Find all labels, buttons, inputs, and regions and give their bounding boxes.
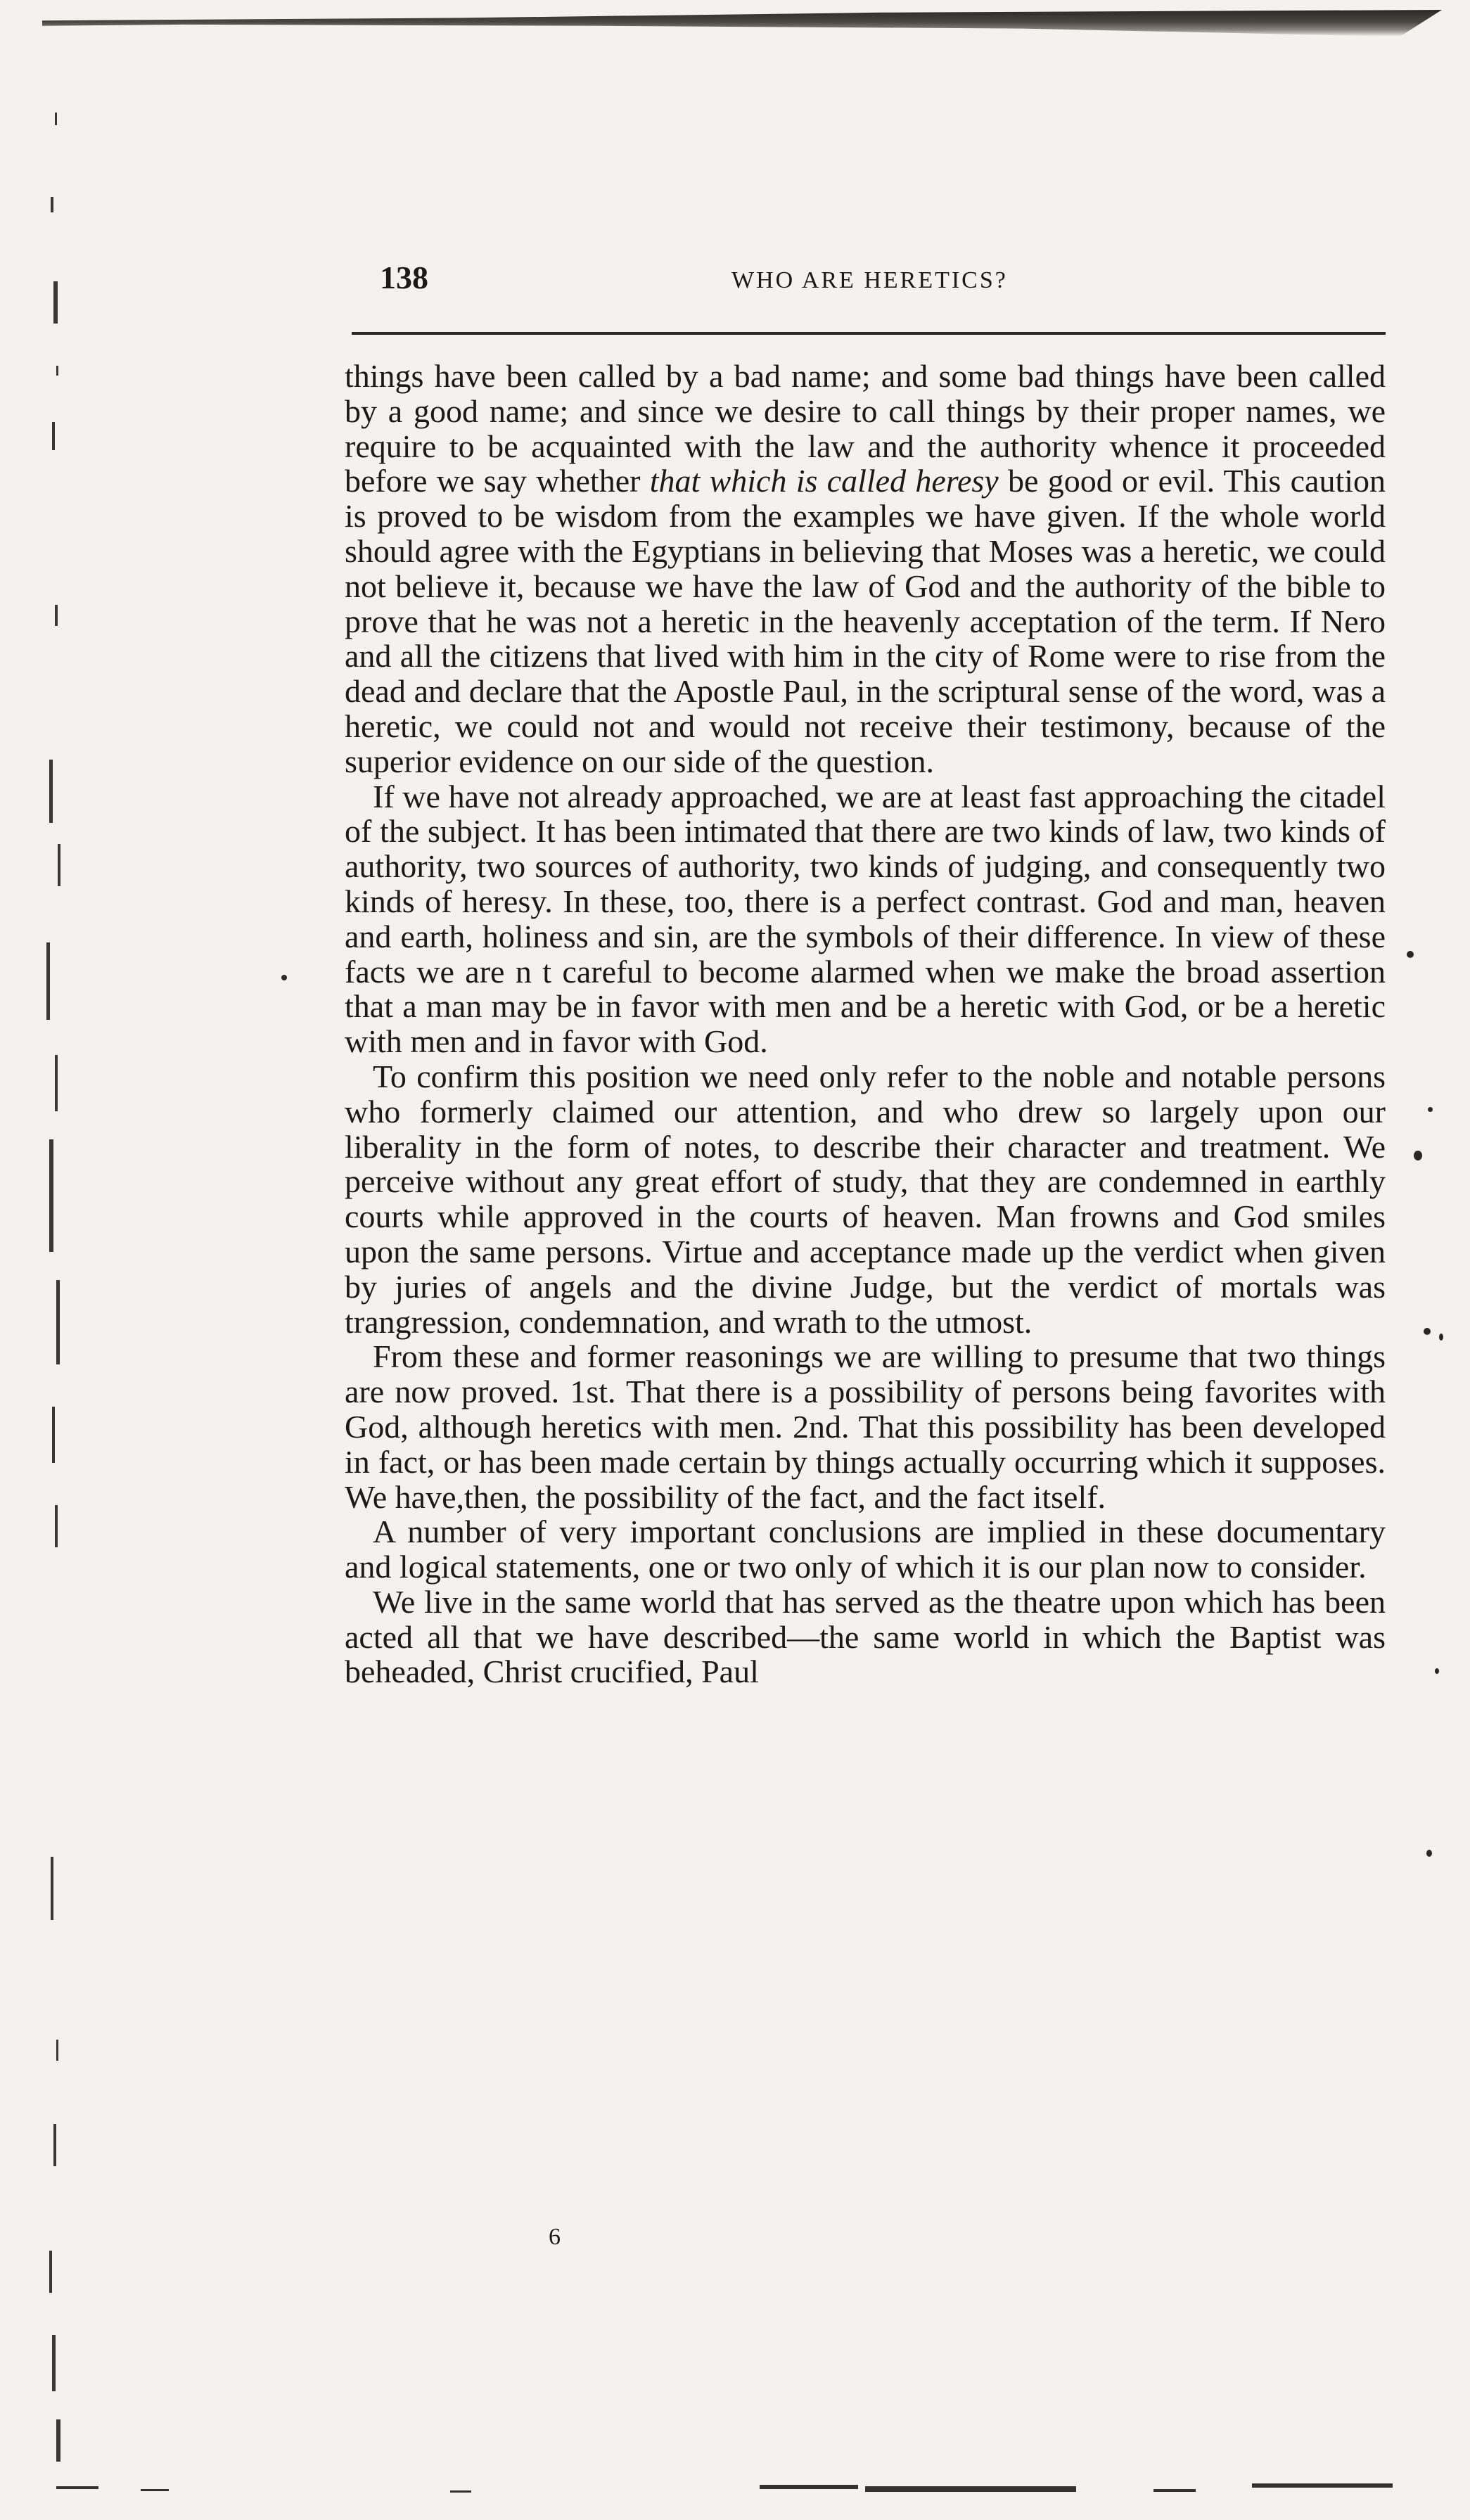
paragraph-1-text-b: be good or evil. This caution is proved to be wisdom from the examples we have given. If the whole world should agree with the Egyptians in believing that Moses was a heretic, we could not believe it, because we have the law of God and the authority of the bible to prove that he was not a heretic in the heavenly acceptation of the term. If Nero and all the citizens that lived with him in the city of Rome were to rise from the dead and declare that the Apostle Paul, in the scriptural sense of the word, was a heretic, we could not and would not receive their testimony, because of the superior evidence on our side of the question. xyxy=(345,463,1386,779)
paragraph-1-italic: that which is called heresy xyxy=(649,463,999,499)
scan-bottom-edge xyxy=(56,2465,1435,2507)
body-text xyxy=(345,359,1386,1689)
paragraph-6: We live in the same world that has served as the theatre upon which has been acted all that we have described—the same world in which the Baptist was beheaded, Christ crucified, Paul xyxy=(345,1583,1386,1690)
page-header xyxy=(380,259,1379,308)
page-number: 138 xyxy=(380,260,428,295)
paragraph-3: To confirm this position we need only refer to the noble and notable persons who formerly claimed our attention, and who drew so largely upon our liberality in the form of notes, to describe their character and treatment. We perceive without any great effort of study, that they are condemned in earthly courts while approved in the courts of heaven. Man frowns and God smiles upon the same persons. Virtue and acceptance made up the verdict when given by juries of angels and the divine Judge, but the verdict of mortals was trangression, condemnation, and wrath to the utmost. xyxy=(345,1058,1386,1340)
scan-top-edge xyxy=(42,10,1442,37)
paragraph-5: A number of very important conclusions are implied in these documentary and logical statements, one or two only of which it is our plan now to consider. xyxy=(345,1514,1386,1585)
paragraph-1 xyxy=(345,359,1386,779)
paragraph-2: If we have not already approached, we are at least fast approaching the citadel of the subject. It has been intimated that there are two kinds of law, two kinds of authority, two sources of authority, two kinds of judging, and consequently two kinds of heresy. In these, too, there is a perfect contrast. God and man, heaven and earth, holiness and sin, are the symbols of their difference. In view of these facts we are n t careful to become alarmed when we make the broad assertion that a man may be in favor with men and be a heretic with God, or be a heretic with men and in favor with God. xyxy=(345,778,1386,1060)
running-head: WHO ARE HERETICS? xyxy=(731,267,1008,293)
paragraph-4: From these and former reasonings we are willing to presume that two things are now proved. 1st. That there is a possibility of persons being favorites with God, although heretics with men. 2nd. That this possibility has been developed in fact, or has been made certain by things actually occurring which it supposes. We have,then, the possibility of the fact, and the fact itself. xyxy=(345,1338,1386,1515)
header-rule xyxy=(352,332,1386,335)
paragraph-1-text-a: things have been called by a bad name; and some bad things have been called by a good name; and since we desire to call things by their proper names, we require to be acquainted with the law and the authority whence it proceeded before we say whether xyxy=(345,358,1386,499)
scan-left-margin-marks xyxy=(0,0,84,2520)
signature-mark: 6 xyxy=(549,2224,561,2250)
